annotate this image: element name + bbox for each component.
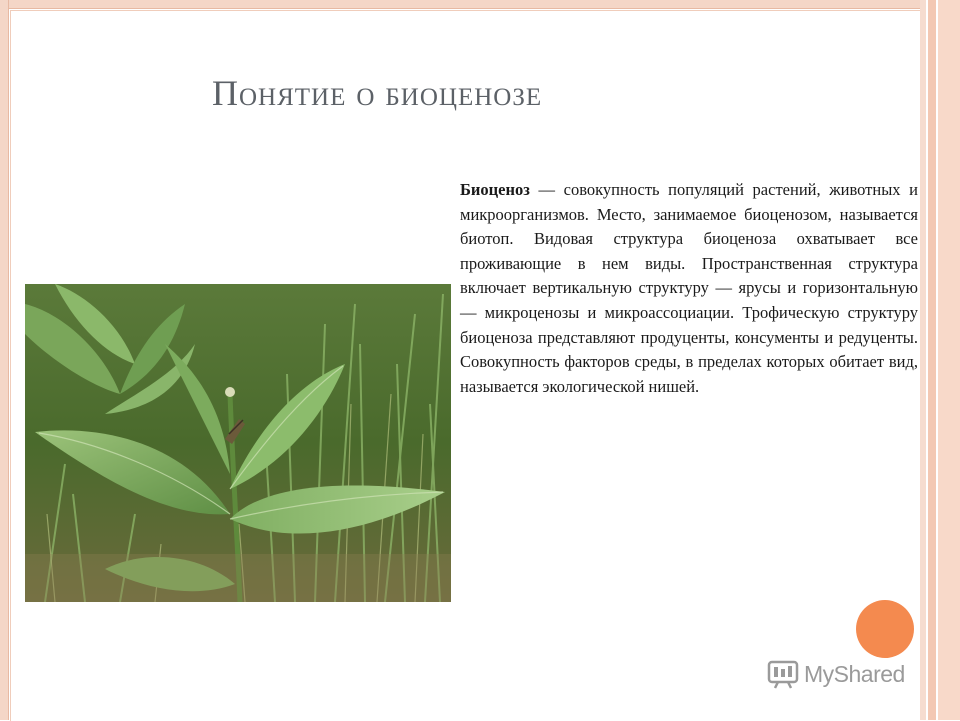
- slide-frame-left: [0, 0, 9, 720]
- definition-paragraph: [460, 178, 918, 399]
- myshared-logo-icon: [766, 657, 800, 691]
- term-bold: Биоценоз: [460, 180, 530, 199]
- slide-title: Понятие о биоценозе: [212, 73, 543, 113]
- watermark-logo: [766, 656, 905, 692]
- decorative-strip: [928, 0, 936, 720]
- watermark-text: MyShared: [804, 660, 905, 687]
- decorative-strip: [938, 0, 960, 720]
- decorative-circle: [856, 600, 914, 658]
- slide-frame-top: [0, 0, 960, 9]
- plant-photo: [25, 284, 451, 602]
- definition-text: — совокупность популяций растений, животных и микроорганизмов. Место, занимаемое биоценозом, называется биотоп. Видовая структура биоценоза охватывает все проживающие в нем виды. Пространственная структура включает вертикальную структуру — ярусы и горизонтальную — микроценозы и микроассоциации. Трофическую структуру биоценоза представляют продуценты, консументы и редуценты. Совокупность факторов среды, в пределах которых обитает вид, называется экологической нишей.: [460, 180, 918, 396]
